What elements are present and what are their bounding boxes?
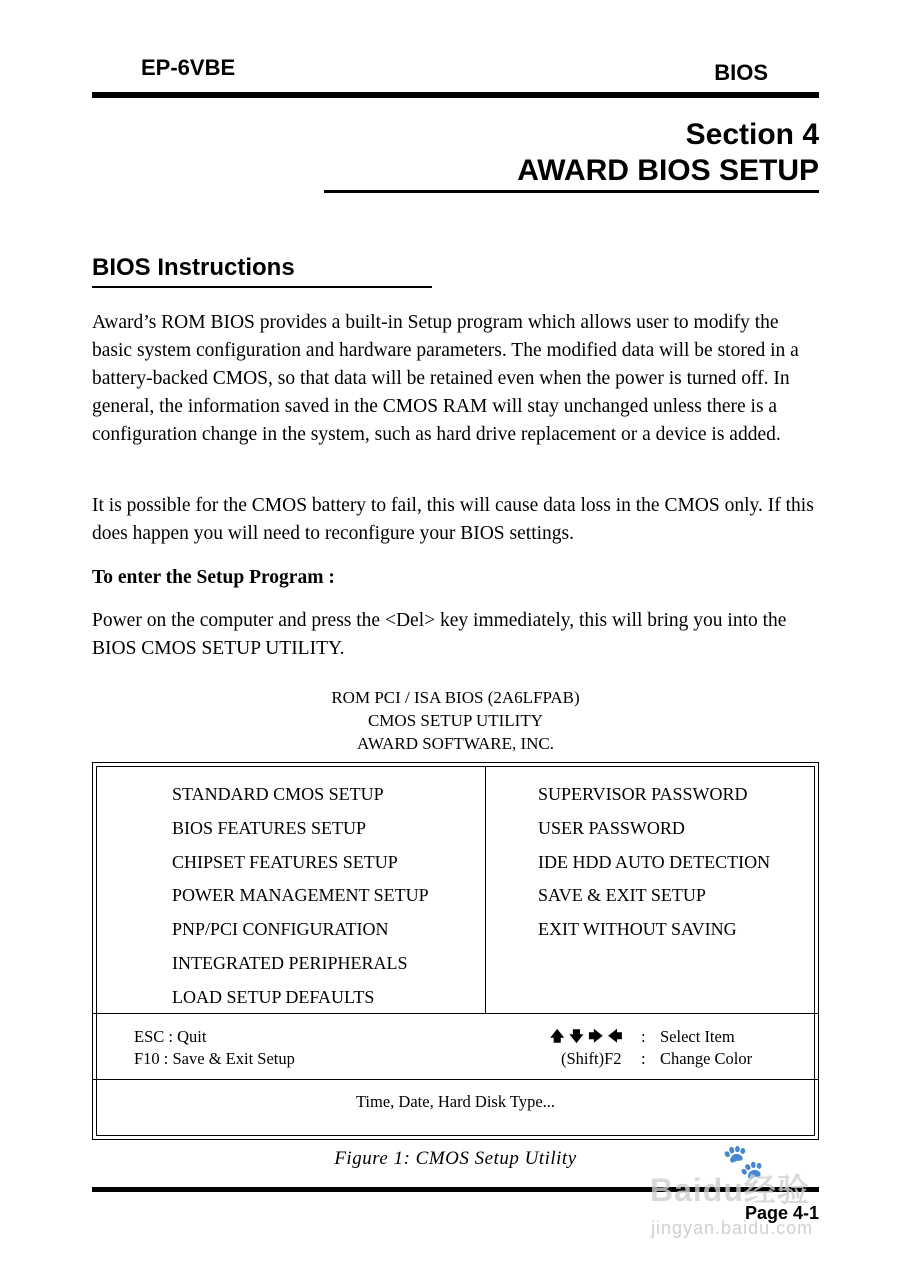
- section-tag-label: BIOS: [714, 60, 768, 85]
- menu-item-pnp-pci-configuration[interactable]: PNP/PCI CONFIGURATION: [172, 919, 389, 940]
- key-legend-left: [134, 1026, 295, 1070]
- shift-f2-key: (Shift)F2: [561, 1049, 622, 1068]
- key-legend-right: [660, 1026, 752, 1070]
- status-line: Time, Date, Hard Disk Type...: [355, 1092, 556, 1111]
- menu-item-supervisor-password[interactable]: SUPERVISOR PASSWORD: [538, 784, 748, 804]
- key-legend-divider: [93, 1013, 818, 1014]
- paragraph-battery: It is possible for the CMOS battery to fail, this will cause data loss in the CMOS only. If this does happen you will need to reconfigure your BIOS settings.: [92, 495, 814, 544]
- bios-title-line: CMOS SETUP UTILITY: [367, 711, 544, 730]
- manual-model-label: EP-6VBE: [141, 55, 236, 80]
- arrow-keys-icon: 🡅 🡇 🡆 🡄: [550, 1029, 623, 1045]
- menu-item-power-management-setup[interactable]: POWER MANAGEMENT SETUP: [172, 885, 429, 906]
- bios-screen-frame: [96, 766, 815, 1136]
- page-number: Page 4-1: [744, 1203, 819, 1223]
- status-divider: [93, 1079, 818, 1080]
- enter-setup-heading: To enter the Setup Program :: [92, 567, 335, 588]
- f10-key-hint: F10 : Save & Exit Setup: [134, 1049, 295, 1068]
- bios-title-line: ROM PCI / ISA BIOS (2A6LFPAB): [331, 688, 580, 707]
- menu-column-divider: [485, 767, 486, 1013]
- bios-screen-title: [200, 686, 711, 755]
- select-item-hint: Select Item: [660, 1027, 735, 1046]
- bios-title-line: AWARD SOFTWARE, INC.: [357, 734, 554, 753]
- baidu-watermark: Baidu经验: [650, 1172, 810, 1208]
- header-rule: [92, 92, 819, 98]
- paw-watermark-icon: 🐾: [722, 1144, 765, 1181]
- menu-item-chipset-features-setup[interactable]: CHIPSET FEATURES SETUP: [172, 851, 398, 872]
- key-separator: :: [641, 1049, 646, 1068]
- heading-underline: [92, 286, 432, 288]
- section-title: AWARD BIOS SETUP: [517, 154, 819, 187]
- paragraph-enter-setup: Power on the computer and press the <Del> key immediately, this will bring you into the BIOS CMOS SETUP UTILITY.: [92, 610, 787, 659]
- section-number: Section 4: [685, 118, 819, 151]
- menu-item-user-password[interactable]: USER PASSWORD: [538, 817, 685, 838]
- watermark-url: jingyan.baidu.com: [651, 1218, 814, 1238]
- section-rule: [324, 190, 819, 193]
- esc-key-hint: ESC : Quit: [134, 1027, 207, 1046]
- section-heading: [517, 117, 819, 189]
- menu-item-bios-features-setup[interactable]: BIOS FEATURES SETUP: [172, 817, 367, 838]
- bios-setup-screen: [92, 762, 819, 1140]
- menu-item-standard-cmos-setup[interactable]: STANDARD CMOS SETUP: [172, 784, 384, 804]
- paragraph-intro: Award’s ROM BIOS provides a built-in Setup program which allows user to modify the basic system configuration and hardware parameters. The modified data will be stored in a battery-backed CMOS, so that data will be retained even when the power is turned off. In general, the information saved in the CMOS RAM will stay unchanged unless there is a configuration change in the system, such as hard drive replacement or a device is added.: [92, 312, 799, 445]
- menu-item-exit-without-saving[interactable]: EXIT WITHOUT SAVING: [538, 919, 737, 940]
- bios-menu-right: [538, 778, 770, 947]
- menu-item-ide-hdd-auto-detection[interactable]: IDE HDD AUTO DETECTION: [538, 851, 771, 872]
- figure-caption: Figure 1: CMOS Setup Utility: [334, 1148, 577, 1169]
- change-color-hint: Change Color: [660, 1049, 753, 1068]
- menu-item-integrated-peripherals[interactable]: INTEGRATED PERIPHERALS: [172, 952, 408, 973]
- key-separator: :: [641, 1027, 646, 1046]
- menu-item-load-setup-defaults[interactable]: LOAD SETUP DEFAULTS: [172, 986, 375, 1007]
- menu-item-save-exit-setup[interactable]: SAVE & EXIT SETUP: [538, 885, 706, 906]
- bios-instructions-heading: BIOS Instructions: [92, 254, 295, 281]
- bios-menu-left: [172, 778, 429, 1015]
